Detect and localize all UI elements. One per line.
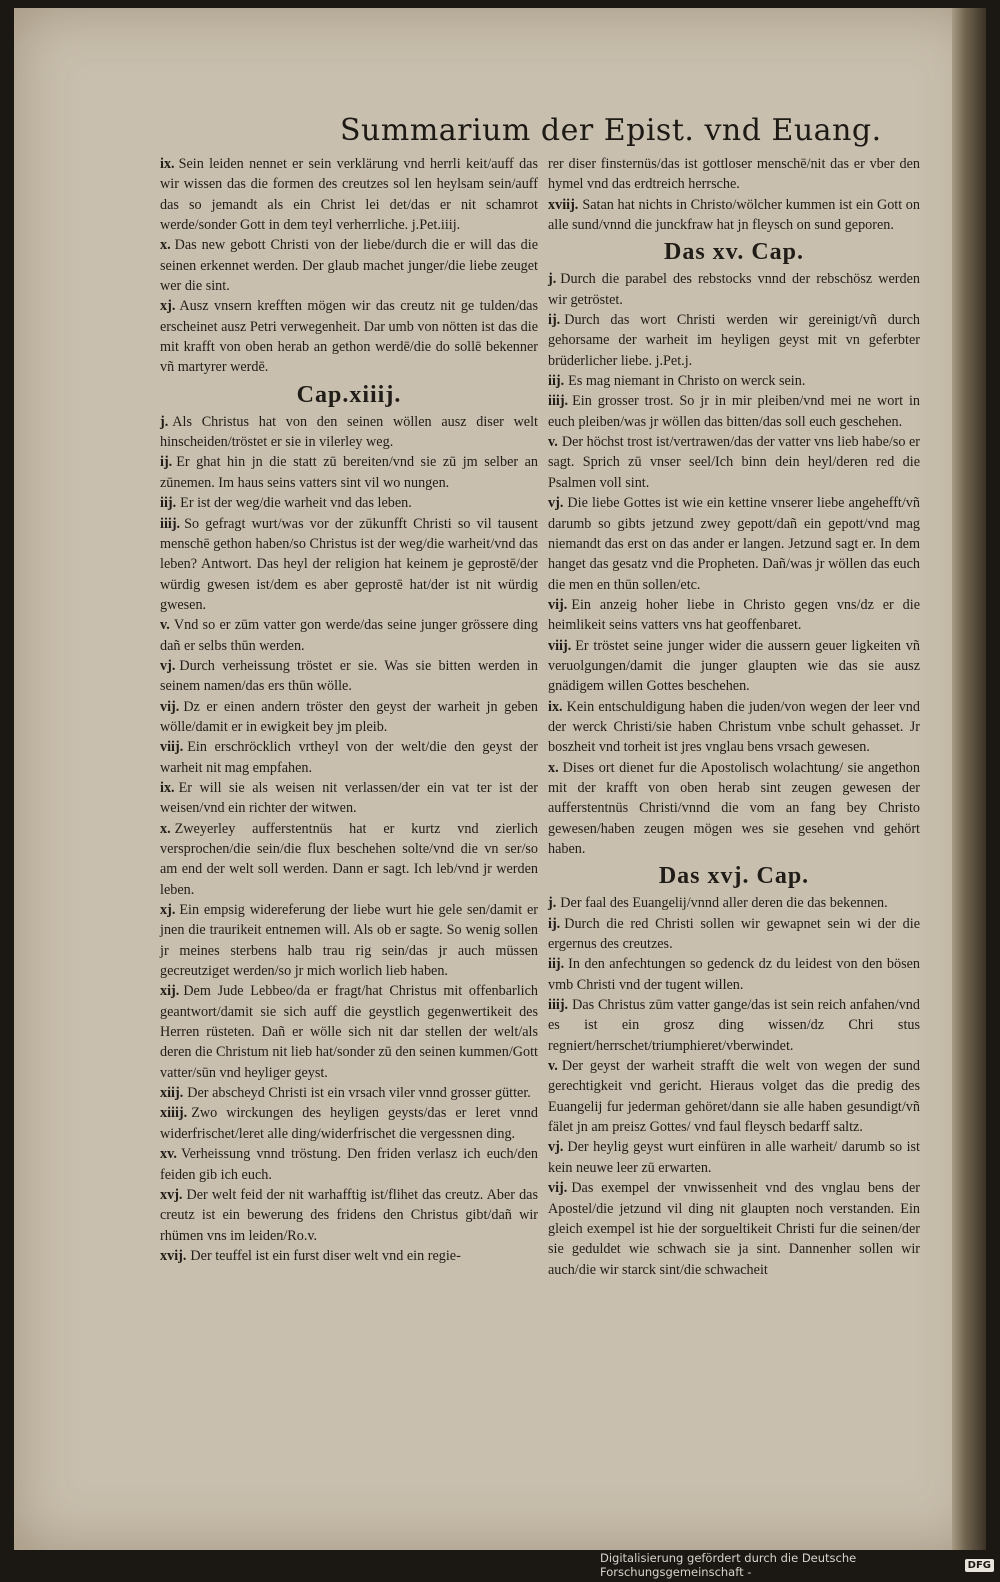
- entry-text: Vnd so er zūm vatter gon werde/das seine junger grössere ding dañ er selbs thūn werden.: [160, 617, 538, 654]
- entry-text: Als Christus hat von den seinen wöllen ausz diser welt hinscheiden/tröstet er sie in vilerley weg.: [160, 413, 538, 451]
- entry-number: x.: [160, 820, 171, 837]
- chapter-heading: Das xv. Cap.: [663, 239, 805, 266]
- entry-number: iiij.: [548, 393, 569, 410]
- entry-number: xiiij.: [160, 1105, 188, 1122]
- entry-text: Die liebe Gottes ist wie ein kettine vnserer liebe angehefft/vñ darumb so gibts jetzund zwey gepott/dañ ein gepott/vnd mag niemandt das erst on das ander er langen. Jetzund sagt er. In dem hanget das gesatz vnd die Propheten. Dañ/was jr wöllen das euch die men en thūn sollen/etc.: [548, 495, 920, 593]
- summary-entry: [548, 269, 920, 310]
- entry-text: Ein grosser trost. So jr in mir pleiben/vnd mei ne wort in euch pleiben/was jr wöllen das bitten/das soll euch geschehen.: [548, 393, 920, 430]
- entry-number: v.: [548, 1058, 558, 1075]
- entry-text: Das Christus zūm vatter gange/das ist sein reich anfahen/vnd es ist ein grosz ding wissen/dz Chri stus regniert/herrschet/triumphieret/vberwindet.: [548, 997, 920, 1054]
- summary-entry: [160, 1185, 538, 1246]
- entry-text: Er ist der weg/die warheit vnd das leben.: [180, 495, 412, 512]
- summary-entry: [548, 954, 920, 995]
- entry-text: Der geyst der warheit strafft die welt von wegen der sund gerechtigkeit vnd gericht. Hieraus volget das die predig des Euangelij fur jederman gehöret/dann sie alle haben gesundigt/vñ fälet jn am preisz Gottes/ vnd faul fleysch bedarff saltz.: [548, 1058, 920, 1136]
- summary-entry: [160, 493, 538, 513]
- entry-text: Dz er einen andern tröster den geyst der warheit jn geben wölle/damit er in ewigkeit bey jm pleib.: [160, 698, 538, 735]
- entry-number: ij.: [160, 454, 173, 471]
- entry-number: xviij.: [548, 196, 579, 213]
- summary-entry: [548, 893, 920, 913]
- entry-number: x.: [160, 237, 171, 254]
- entry-number: vij.: [548, 596, 568, 613]
- entry-text: Der abscheyd Christi ist ein vrsach viler vnnd grosser gütter.: [187, 1085, 531, 1102]
- entry-number: vj.: [548, 495, 564, 512]
- summary-entry: [160, 697, 538, 738]
- entry-number: x.: [548, 759, 559, 776]
- entry-text: In den anfechtungen so gedenck dz du leidest von den bösen vmb Christi vnd der tugent willen.: [548, 956, 920, 993]
- entry-text: So gefragt wurt/was vor der zūkunfft Christi so vil tausent menschē gethon haben/so Christus ist der weg/die warheit/vnd das leben? Antwort. Das heyl der religion hat keinem je geprostē/der würdig gwesen ist/dem es aber geprostē hat/der ist nit würdig gwesen.: [160, 515, 538, 613]
- entry-text: Der teuffel ist ein furst diser welt vnd ein regie-: [190, 1247, 461, 1264]
- entry-text: Ein erschröcklich vrtheyl von der welt/die den geyst der warheit nit mag empfahen.: [160, 739, 538, 776]
- entry-text: Zweyerley aufferstentnüs hat er kurtz vnd zierlich versprochen/die sein/die flux beschehen solte/vnd die vn ser/so am end der welt soll werden. Dann er sagt. Ich leb/vnd jr werden leben.: [160, 820, 538, 898]
- entry-number: xvj.: [160, 1186, 183, 1203]
- entry-number: j.: [548, 271, 557, 288]
- summary-entry: [548, 995, 920, 1056]
- entry-text: rer diser finsternüs/das ist gottloser menschē/nit das er vber den hymel vnd das erdtreich herrsche.: [548, 156, 920, 193]
- entry-text: Verheissung vnnd tröstung. Den friden verlasz ich euch/den feiden gib ich euch.: [160, 1146, 538, 1183]
- summary-entry: [160, 981, 538, 1083]
- entry-text: Er tröstet seine junger wider die aussern geuer ligkeiten vñ veruolgungen/damit die junger glaupten wie das sie ausz gnädigem willen Gottes beschehen.: [548, 637, 920, 695]
- summary-entry: [548, 697, 920, 758]
- summary-entry: [548, 636, 920, 697]
- entry-text: Der höchst trost ist/vertrawen/das der vatter vns lieb habe/so er sagt. Sprich zū vnser seel/Ich binn dein heyl/deren red die Psalmen voll sint.: [548, 434, 920, 491]
- entry-number: vij.: [548, 1180, 568, 1197]
- entry-number: ix.: [548, 698, 563, 715]
- chapter-heading: Cap.xiiij.: [296, 381, 402, 408]
- entry-number: vj.: [160, 657, 176, 674]
- entry-number: iiij.: [548, 997, 569, 1014]
- summary-entry: [548, 758, 920, 860]
- summary-entry: [160, 296, 538, 377]
- summary-entry: [160, 1144, 538, 1185]
- entry-text: Durch verheissung tröstet er sie. Was sie bitten werden in seinem namen/das ers thūn wölle.: [160, 657, 538, 695]
- entry-number: viij.: [160, 739, 184, 756]
- summary-entry: [548, 1178, 920, 1280]
- summary-entry: [160, 154, 538, 235]
- entry-text: Dem Jude Lebbeo/da er fragt/hat Christus mit offenbarlich geantwort/damit sie sich auff die geystlich gegenwertikeit des Herren rüsteten. Dañ er wölle sich nit dar stellen der welt/als deren die Christum nit lieb hat/sonder zū den seinen kummen/Gott vatter/sūn vnd heyliger geyst.: [160, 983, 538, 1081]
- entry-text: Durch das wort Christi werden wir gereinigt/vñ durch gehorsame der warheit im heyligen geyst mit vn geferbter brüderlicher liebe. j.Pet.j.: [548, 312, 920, 369]
- entry-number: xvij.: [160, 1247, 187, 1264]
- entry-text: Der faal des Euangelij/vnnd aller deren die das bekennen.: [560, 895, 888, 912]
- summary-entry: [160, 819, 538, 900]
- entry-number: ix.: [160, 779, 175, 796]
- entry-text: Sein leiden nennet er sein verklärung vnd herrli keit/auff das wir wissen das die formen des creutzes sol len heylsam sein/auff das so jemandt als ein Christ lei det/das er nit schamrot werde/sonder Gott in dem teyl verherrliche. j.Pet.iiij.: [160, 156, 538, 234]
- entry-number: viij.: [548, 637, 572, 654]
- summary-entry: [548, 432, 920, 493]
- entry-number: iij.: [548, 956, 565, 973]
- entry-text: Durch die red Christi sollen wir gewapnet sein wi der die ergernus des creutzes.: [548, 915, 920, 953]
- entry-text: Das new gebott Christi von der liebe/durch die er will das die seinen erkennet werden. Der glaub machet junger/die liebe zeuget wer die sint.: [160, 237, 538, 295]
- dfg-logo: DFG: [965, 1559, 994, 1572]
- entry-text: Er will sie als weisen nit verlassen/der ein vat ter ist der weisen/vnd ein richter der witwen.: [160, 779, 538, 817]
- left-column: [160, 154, 538, 1266]
- summary-entry: [160, 514, 538, 616]
- summary-entry: [160, 656, 538, 697]
- chapter-heading: Das xvj. Cap.: [658, 863, 810, 890]
- entry-text: Ein anzeig hoher liebe in Christo gegen vns/dz er die heimlikeit seins vatters vns hat geoffenbaret.: [548, 596, 920, 634]
- entry-number: v.: [160, 617, 170, 634]
- summary-entry: [548, 493, 920, 595]
- entry-number: vij.: [160, 698, 180, 715]
- summary-entry: [160, 1083, 538, 1103]
- entry-text: Kein entschuldigung haben die juden/von wegen der leer vnd der werck Christi/sie haben Christum vnbe schult gehasset. Jr boszheit vnd torheit ist jres vnglau bens vrsach gewesen.: [548, 698, 920, 756]
- summary-entry: [160, 1246, 538, 1266]
- entry-text: Der heylig geyst wurt einfüren in alle warheit/ darumb so ist kein neuwe leer zū erwarten.: [548, 1139, 920, 1176]
- entry-number: vj.: [548, 1139, 564, 1156]
- summary-entry: [548, 154, 920, 195]
- entry-text: Dises ort dienet fur die Apostolisch wolachtung/ sie angethon mit der krafft von oben herab sint zeugen gewesen der aufferstentnüs Christi/vnnd die vom an fang bey Christo gewesen/haben zeugen mögen wes sie gesehen vnd gehört haben.: [548, 759, 920, 857]
- summary-entry: [548, 1137, 920, 1178]
- footer-text: Digitalisierung gefördert durch die Deutsche Forschungsgemeinschaft -: [600, 1551, 857, 1579]
- entry-number: xv.: [160, 1146, 177, 1163]
- summary-entry: [160, 778, 538, 819]
- entry-number: ix.: [160, 156, 175, 172]
- entry-number: xiij.: [160, 1085, 184, 1102]
- summary-entry: [160, 412, 538, 453]
- entry-number: j.: [160, 413, 169, 430]
- entry-number: iij.: [160, 495, 177, 512]
- entry-text: Ausz vnsern krefften mögen wir das creutz nit ge tulden/das erscheinet ausz Petri verwegenheit. Dar umb von nötten ist das die mit krafft von oben herab an gethon werdē/die do sollē bekenner vñ martyrer werdē.: [160, 298, 538, 376]
- entry-number: iij.: [548, 373, 565, 390]
- summary-entry: [160, 737, 538, 778]
- summary-entry: [160, 235, 538, 296]
- page-title: Summarium der Epist. vnd Euang.: [340, 113, 882, 148]
- summary-entry: [548, 1056, 920, 1137]
- entry-text: Zwo wirckungen des heyligen geysts/das er leret vnnd widerfrischet/leret alle ding/widerfrischet die vergessnen ding.: [160, 1105, 538, 1142]
- entry-text: Durch die parabel des rebstocks vnnd der rebschösz werden wir getröstet.: [548, 271, 920, 308]
- entry-text: Er ghat hin jn die statt zū bereiten/vnd sie zū jm selber an zūnemen. Im haus seins vatters sint vil wo nungen.: [160, 454, 538, 491]
- right-column: [548, 154, 920, 1280]
- entry-number: xij.: [160, 983, 180, 1000]
- entry-number: v.: [548, 434, 558, 451]
- summary-entry: [160, 900, 538, 981]
- entry-text: Satan hat nichts in Christo/wölcher kummen ist ein Gott on alle sund/vnnd die junckfraw hat jn fleysch on sund geporen.: [548, 196, 920, 234]
- summary-entry: [160, 1103, 538, 1144]
- summary-entry: [548, 391, 920, 432]
- entry-text: Der welt feid der nit warhafftig ist/flihet das creutz. Aber das creutz ist ein bewerung des fridens den Christus gibt/dañ wir rhümen vns im leiden/Ro.v.: [160, 1186, 538, 1244]
- summary-entry: [160, 452, 538, 493]
- entry-number: ij.: [548, 312, 561, 329]
- entry-text: Es mag niemant in Christo on werck sein.: [568, 373, 806, 390]
- entry-number: iiij.: [160, 515, 181, 532]
- entry-text: Ein empsig widereferung der liebe wurt hie gele sen/damit er jnen die traurikeit entnemen will. Als ob er sagte. So wenig sollen jr meines sterbens halb trau rig sein/das jr auch müssen gecreutziget werden/so jr mich worlich lieb haben.: [160, 902, 538, 980]
- footer-credit: [600, 1553, 1000, 1577]
- entry-number: ij.: [548, 915, 561, 932]
- summary-entry: [548, 595, 920, 636]
- summary-entry: [548, 195, 920, 236]
- summary-entry: [548, 371, 920, 391]
- summary-entry: [548, 914, 920, 955]
- entry-text: Das exempel der vnwissenheit vnd des vnglau bens der Apostel/die jetzund vil ding nit glaupten noch verstanden. Ein gleich exempel ist hie der sorgueltikeit Christi fur die seinen/der sie geduldet wie schwach sie ja sint. Dannenher sollen wir auch/die wir starck sint/die schwacheit: [548, 1180, 920, 1278]
- entry-number: j.: [548, 895, 557, 912]
- summary-entry: [548, 310, 920, 371]
- summary-entry: [160, 615, 538, 656]
- book-binding: [952, 8, 986, 1550]
- entry-number: xj.: [160, 902, 176, 919]
- entry-number: xj.: [160, 298, 176, 315]
